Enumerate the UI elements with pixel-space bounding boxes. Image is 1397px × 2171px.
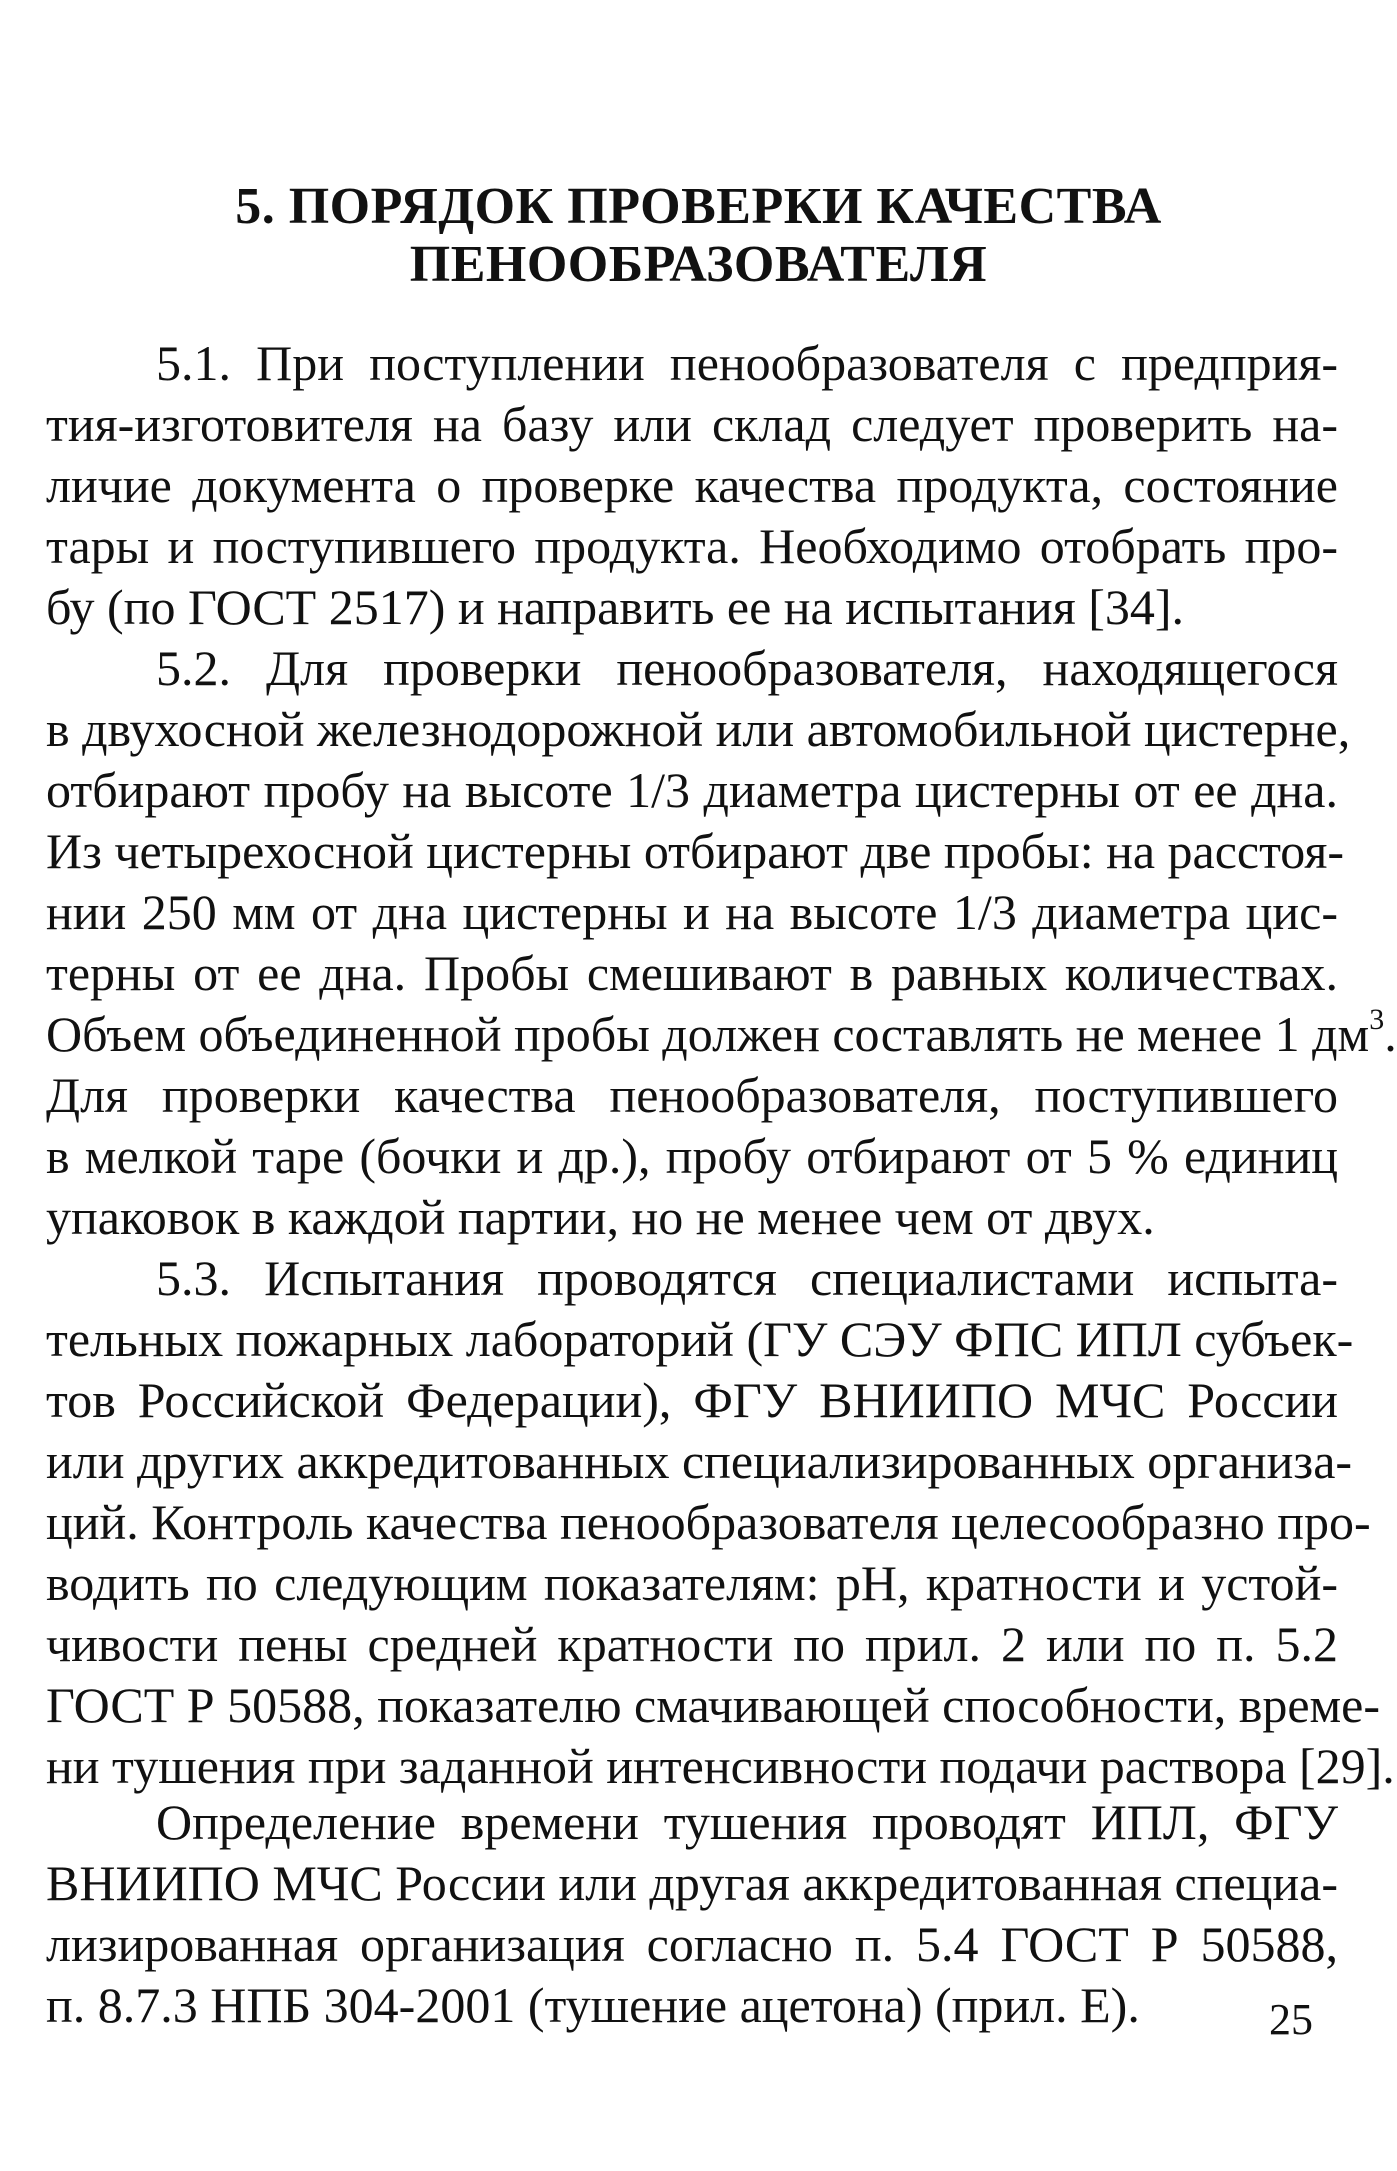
paragraph-5-1 [46,333,1338,638]
text-line: или других аккредитованных специализированных организа- [46,1433,1353,1489]
text-line: в двухосной железнодорожной или автомобильной цистерне, [46,701,1351,757]
text-line: отбирают пробу на высоте 1/3 диаметра цистерны от ее дна. [46,762,1338,818]
paragraph-5-2 [46,638,1397,1248]
text-line: бу (по ГОСТ 2517) и направить ее на испытания [34]. [46,579,1184,635]
text-line: тов Российской Федерации), ФГУ ВНИИПО МЧС России [46,1372,1338,1428]
text-line: упаковок в каждой партии, но не менее чем от двух. [46,1189,1155,1245]
punctuation: . [1384,1006,1397,1062]
text-line: 5.2. Для проверки пенообразователя, находящегося [156,640,1338,696]
text-line: тельных пожарных лабораторий (ГУ СЭУ ФПС ИПЛ субъек- [46,1311,1354,1367]
text-line: водить по следующим показателям: pH, кратности и устой- [46,1555,1338,1611]
text-line: терны от ее дна. Пробы смешивают в равных количествах. [46,945,1338,1001]
text-line: Определение времени тушения проводят ИПЛ, ФГУ [156,1794,1338,1850]
text-line: нии 250 мм от дна цистерны и на высоте 1/3 диаметра цис- [46,884,1338,940]
text-line: 5.1. При поступлении пенообразователя с предприя- [156,335,1338,391]
text-line: ГОСТ Р 50588, показателю смачивающей способности, време- [46,1677,1381,1733]
text-line: Для проверки качества пенообразователя, поступившего [46,1067,1338,1123]
text-line: в мелкой таре (бочки и др.), пробу отбирают от 5 % единиц [46,1128,1338,1184]
paragraph-5-3 [46,1248,1395,1797]
paragraph-extinguishing-time [46,1792,1338,2036]
text-line: тары и поступившего продукта. Необходимо отобрать про- [46,518,1338,574]
text-line-with-superscript [46,1003,1397,1065]
text-line: чивости пены средней кратности по прил. 2 или по п. 5.2 [46,1616,1338,1672]
text-line: личие документа о проверке качества продукта, состояние [46,457,1338,513]
section-title-line-1: 5. ПОРЯДОК ПРОВЕРКИ КАЧЕСТВА [235,178,1162,235]
text-line: лизированная организация согласно п. 5.4 ГОСТ Р 50588, [46,1916,1338,1972]
superscript: 3 [1369,1003,1385,1037]
section-title-line-2: ПЕНООБРАЗОВАТЕЛЯ [409,236,988,293]
text-line: Из четырехосной цистерны отбирают две пробы: на расстоя- [46,823,1344,879]
page-number: 25 [1269,1995,1313,2044]
text-line: ВНИИПО МЧС России или другая аккредитованная специа- [46,1855,1338,1911]
text-line: п. 8.7.3 НПБ 304-2001 (тушение ацетона) (прил. Е). [46,1977,1140,2033]
text-line: тия-изготовителя на базу или склад следует проверить на- [46,396,1338,452]
text-line: Объем объединенной пробы должен составлять не менее 1 дм [46,1006,1370,1062]
text-line: ни тушения при заданной интенсивности подачи раствора [29]. [46,1738,1395,1794]
text-line: 5.3. Испытания проводятся специалистами испыта- [156,1250,1338,1306]
text-line: ций. Контроль качества пенообразователя целесообразно про- [46,1494,1371,1550]
